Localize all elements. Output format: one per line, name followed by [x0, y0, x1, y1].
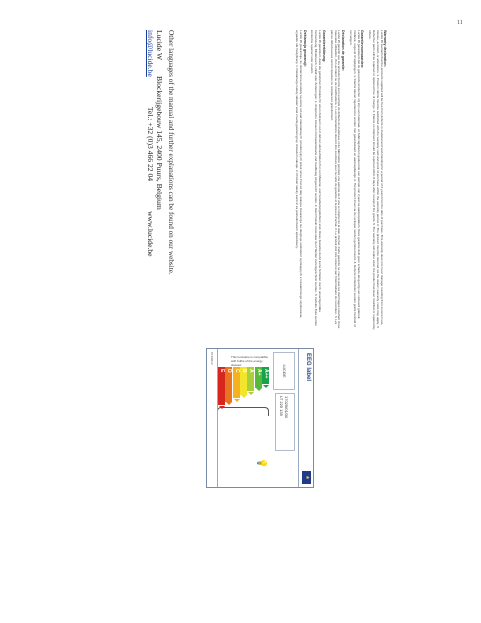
company-address: Blockerijgebouw 145, 2400 Puurs, Belgium	[155, 76, 164, 210]
warranty-block	[294, 30, 390, 330]
energy-label-note: This luminaire is compatible with bulbs of the energy classes:	[231, 355, 269, 367]
company-name: Lucide W	[155, 30, 164, 61]
warranty-heading: Garantievoorwaarden:	[360, 30, 365, 69]
company-line	[155, 30, 164, 590]
eu-flag-icon: ★	[302, 471, 311, 484]
warranty-heading: Garantieerklärung:	[322, 30, 327, 63]
energy-class-bar: A+	[255, 367, 262, 388]
warranty-section-fr	[329, 30, 345, 330]
warranty-text: Lucide W garantit que les produits fournis sont exempts de défauts de matériaux et de fabrication pendant une période de 2 ans à compter de la date d'achat. Cette garantie ne couvre pas les dommages résultant d'une mauvaise utilisation, d'un accident ou de modifications. 1. Les réclamations doivent être soumises avec la carte de garantie et la preuve d'achat. 2. Le produit doit être retourné par l'intermédiaire du revendeur. 3. Les pièces défectueuses seront réparées ou remplacées gratuitement.	[329, 30, 342, 329]
energy-class-bar: A	[247, 367, 254, 391]
warranty-text: Lucide W garandeert dat de geleverde producten vrij zijn van materiaal- en fabricagefouten gedurende een periode van 2 jaar na aankoopdatum. Deze garantie dekt geen schade als gevolg van verkeerd gebruik, misbruik, ongeval of wijzigingen. 1. Claims dienen ingediend te worden met garantiekaart en aankoopbewijs. 2. Het product moet via de verkoper worden geretourneerd. 3. Defecte onderdelen worden gratis hersteld of vervangen.	[348, 30, 361, 327]
energy-label-title: EEG label	[305, 353, 311, 382]
warranty-section-en	[367, 30, 387, 330]
company-email-link[interactable]: info@lucide.be	[146, 30, 155, 77]
lightbulb-icon: 💡	[257, 457, 267, 469]
company-phone: Tel.: +32 (0)3 466 22 04	[146, 106, 155, 182]
energy-class-bar: D	[226, 367, 233, 402]
warranty-text: Lucide W gwarantuje, że dostarczone produkty są wolne od wad materiałowych i produkcyjnych przez okres 2 lat od daty zakupu. Gwarancja nie obejmuje uszkodzeń wynikających z niewłaściwego użytkowania, wypadku lub modyfikacji. 1. Reklamacje należy składać wraz z kartą gwarancyjną i dowodem zakupu. 2. Produkt należy zwrócić za pośrednictwem sprzedawcy.	[295, 30, 304, 319]
energy-label-header	[298, 349, 313, 487]
warranty-section-nl	[348, 30, 364, 330]
warranty-text: Lucide W garantiert, dass die gelieferten Produkte für einen Zeitraum von 2 Jahren ab Kaufdatum frei von Material- und Verarbeitungsfehlern sind. Diese Garantie deckt keine Schäden durch unsachgemäße Verwendung, Missbrauch, Unfall oder Änderungen. 1. Ansprüche müssen mit Garantiekarte und Kaufbeleg eingereicht werden. 2. Das Produkt muss über den Händler zurückgeschickt werden. 3. Defekte Teile werden kostenlos repariert oder ersetzt.	[310, 30, 323, 327]
rotated-page-content	[60, 30, 390, 600]
energy-label-regulation: 874/2012	[207, 349, 218, 487]
warranty-text: Lucide W warrants that the products supplied will be free from defects in material and workmanship for a period of 2 years from the date of purchase. This warranty does not cover damage resulting from incorrect use, misuse, accident, or alterations. 1. Product claims must be submitted with the warranty card and proof of purchase within the warranty period. 2. The product must be returned via the dealer; warranty costs may apply. 3. Defective parts will be repaired or replaced free of charge. 4. Claims on shipment should be reported within 8 days after receipt of the goods. 5. The warranty will expire when the product has been modified or repaired by others.	[367, 30, 384, 330]
energy-class-bar: A++	[262, 367, 269, 384]
manual-footer	[146, 30, 175, 590]
warranty-section-de	[310, 30, 326, 330]
energy-label-card	[206, 348, 314, 488]
energy-label-ref-1: 17025/01/30	[284, 396, 289, 419]
warranty-heading: Warranty declaration:	[383, 30, 388, 67]
contact-line	[146, 30, 155, 590]
page-number: 11	[457, 20, 463, 26]
energy-class-bar: E	[218, 367, 225, 405]
energy-class-bar: C	[233, 367, 240, 398]
energy-class-bracket	[217, 407, 269, 416]
warranty-heading: Deklaracja gwarancji:	[303, 30, 308, 67]
company-website[interactable]: www.lucide.be	[146, 211, 155, 257]
warranty-section-pl	[294, 30, 306, 330]
energy-label-reference	[275, 393, 295, 451]
footer-note: Other languages of the manual and further explanations can be found on our website.	[167, 30, 175, 275]
energy-label-ref-2: LT 225 135	[279, 396, 284, 416]
energy-label-brand: LUCIDE	[273, 352, 295, 390]
energy-class-bar: B	[240, 367, 247, 395]
warranty-heading: Déclaration de garantie:	[341, 30, 346, 71]
